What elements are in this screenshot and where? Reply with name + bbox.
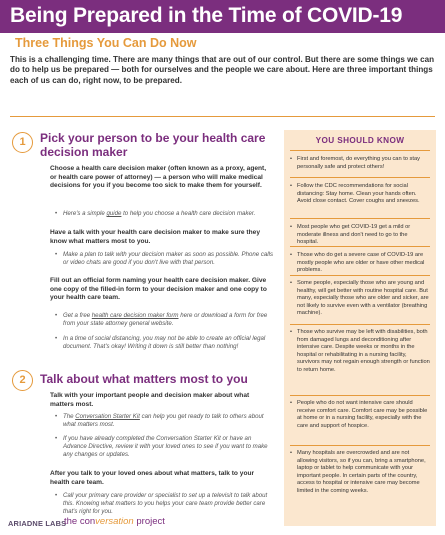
sidebar-item-text: Most people who get COVID-19 get a mild or moderate illness and don't need to go to the hospital. xyxy=(297,224,411,245)
sidebar-item xyxy=(290,400,430,430)
sidebar-item xyxy=(290,450,430,495)
conversation-project-logo xyxy=(64,516,165,527)
step1-bullet xyxy=(55,312,275,328)
decision-maker-form-link[interactable]: health care decision maker form xyxy=(91,312,179,319)
bullet-dot-icon: • xyxy=(290,400,292,406)
sidebar-item-text: Those who do get a severe case of COVID-19 are mostly people who are older or have other medical problems. xyxy=(297,252,425,273)
bullet-dot-icon: • xyxy=(290,156,292,162)
step2-paragraph: After you talk to your loved ones about what matters, talk to your health care team. xyxy=(50,470,255,486)
sidebar-item xyxy=(290,329,430,374)
section-divider xyxy=(10,116,435,117)
conversation-starter-kit-link[interactable]: Conversation Starter Kit xyxy=(75,413,140,420)
sidebar-item xyxy=(290,280,430,318)
sidebar-divider xyxy=(290,150,430,151)
sidebar-item-text: People who do not want intensive care should receive comfort care. Comfort care may be possible at home or in a nursing facility, especially with the care and support of hospice. xyxy=(297,400,428,429)
bullet-dot-icon: • xyxy=(290,252,292,258)
sidebar-divider xyxy=(290,445,430,446)
sidebar-divider xyxy=(290,275,430,276)
sidebar-item-text: Those who survive may be left with disabilities, both from damaged lungs and deconditioning after intensive care. Despite weeks or months in the hospital or rehabilitating in a nursing facility, survivors may not regain enough strength or function to return home. xyxy=(297,329,430,373)
bullet-dot-icon: • xyxy=(55,492,58,499)
step-number-badge: 1 xyxy=(12,132,33,153)
logo-text: the con xyxy=(64,516,96,527)
page-title: Being Prepared in the Time of COVID-19 xyxy=(10,4,403,27)
sidebar-item-text: Some people, especially those who are young and healthy, will get better with routine hospital care. But many, especially those who are older and sicker, are not likely to survive even with a ventilator (breathing machine). xyxy=(297,280,429,316)
bullet-dot-icon: • xyxy=(290,280,292,286)
bullet-dot-icon: • xyxy=(55,413,58,420)
step1-bullet xyxy=(55,210,275,218)
step2-title: Talk about what matters most to you xyxy=(40,372,248,386)
you-should-know-sidebar xyxy=(284,130,436,526)
page-subtitle: Three Things You Can Do Now xyxy=(15,36,197,50)
sidebar-divider xyxy=(290,177,430,178)
step1-paragraph: Choose a health care decision maker (often known as a proxy, agent, or health care power of attorney) — a person who will make medical decisions for you if you become too sick to make them for yourself. xyxy=(50,165,267,190)
bullet-text: to help you choose a health care decision maker. xyxy=(121,210,256,217)
sidebar-divider xyxy=(290,395,430,396)
sidebar-divider xyxy=(290,324,430,325)
sidebar-heading: YOU SHOULD KNOW xyxy=(315,136,405,145)
step1-paragraph: Have a talk with your health care decision maker to make sure they know what matters most to you. xyxy=(50,229,260,245)
sidebar-divider xyxy=(290,218,430,219)
step-number-badge: 2 xyxy=(12,370,33,391)
sidebar-item xyxy=(290,156,430,171)
bullet-text: If you have already completed the Conversation Starter Kit or have an Advance Directive, review it with your loved ones to see if you want to make any changes or updates. xyxy=(63,435,268,459)
sidebar-item xyxy=(290,183,430,206)
guide-link[interactable]: guide xyxy=(106,210,122,217)
sidebar-divider xyxy=(290,246,430,247)
step1-bullet xyxy=(55,251,275,267)
step2-bullet xyxy=(55,492,275,517)
header-banner xyxy=(0,0,445,33)
bullet-dot-icon: • xyxy=(290,224,292,230)
bullet-dot-icon: • xyxy=(55,210,58,217)
bullet-text: can help you get ready to talk to others about what matters most. xyxy=(63,413,264,429)
step1-bullet xyxy=(55,335,275,351)
ariadne-labs-logo: ARIADNE LABS xyxy=(8,519,67,528)
sidebar-item-text: First and foremost, do everything you can to stay personally safe and protect others! xyxy=(297,156,420,170)
sidebar-item xyxy=(290,252,430,275)
footer xyxy=(0,516,445,535)
bullet-dot-icon: • xyxy=(290,450,292,456)
bullet-dot-icon: • xyxy=(290,183,292,189)
step2-bullet xyxy=(55,413,275,429)
logo-text: project xyxy=(133,516,165,527)
bullet-text: In a time of social distancing, you may not be able to create an official legal document. That's okay! Writing it down is still better than nothing! xyxy=(63,335,266,351)
logo-text: versation xyxy=(95,516,134,527)
bullet-dot-icon: • xyxy=(55,312,58,319)
step1-title: Pick your person to be your health care decision maker xyxy=(40,131,266,159)
bullet-text: here or download a form for free from your state attorney general website. xyxy=(63,312,268,328)
bullet-text: Get a free xyxy=(63,312,92,319)
bullet-dot-icon: • xyxy=(55,251,58,258)
sidebar-item-text: Follow the CDC recommendations for social distancing: Stay home. Clean your hands often. Avoid close contact. Cover coughs and sneezes. xyxy=(297,183,420,204)
bullet-dot-icon: • xyxy=(55,435,58,442)
step2-bullet xyxy=(55,435,275,460)
intro-paragraph: This is a challenging time. There are many things that are out of our control. But there are some things we can do to help us be prepared — both for ourselves and the people we care about. Here are three important things each of us can do, right now, to be prepared. xyxy=(10,55,435,85)
bullet-dot-icon: • xyxy=(290,329,292,335)
sidebar-item xyxy=(290,224,430,247)
bullet-text: Here's a simple xyxy=(63,210,107,217)
step1-paragraph: Fill out an official form naming your health care decision maker. Give one copy of the filled-in form to your decision maker and one copy to your health care team. xyxy=(50,277,267,302)
step2-paragraph: Talk with your important people and decision maker about what matters most. xyxy=(50,392,250,408)
bullet-text: Make a plan to talk with your decision maker as soon as possible. Phone calls or video chats are good if you don't live with that person. xyxy=(63,251,274,267)
bullet-text: Call your primary care provider or specialist to set up a televisit to talk about this. Knowing what matters to you helps your care team provide better care that's right for you. xyxy=(63,492,268,516)
sidebar-item-text: Many hospitals are overcrowded and are not allowing visitors, so if you can, bring a smartphone, laptop or tablet to help communicate with your important people. In certain parts of the country, access to hospital or intensive care may become limited in the coming weeks. xyxy=(297,450,426,494)
bullet-text: The xyxy=(63,413,76,420)
bullet-dot-icon: • xyxy=(55,335,58,342)
